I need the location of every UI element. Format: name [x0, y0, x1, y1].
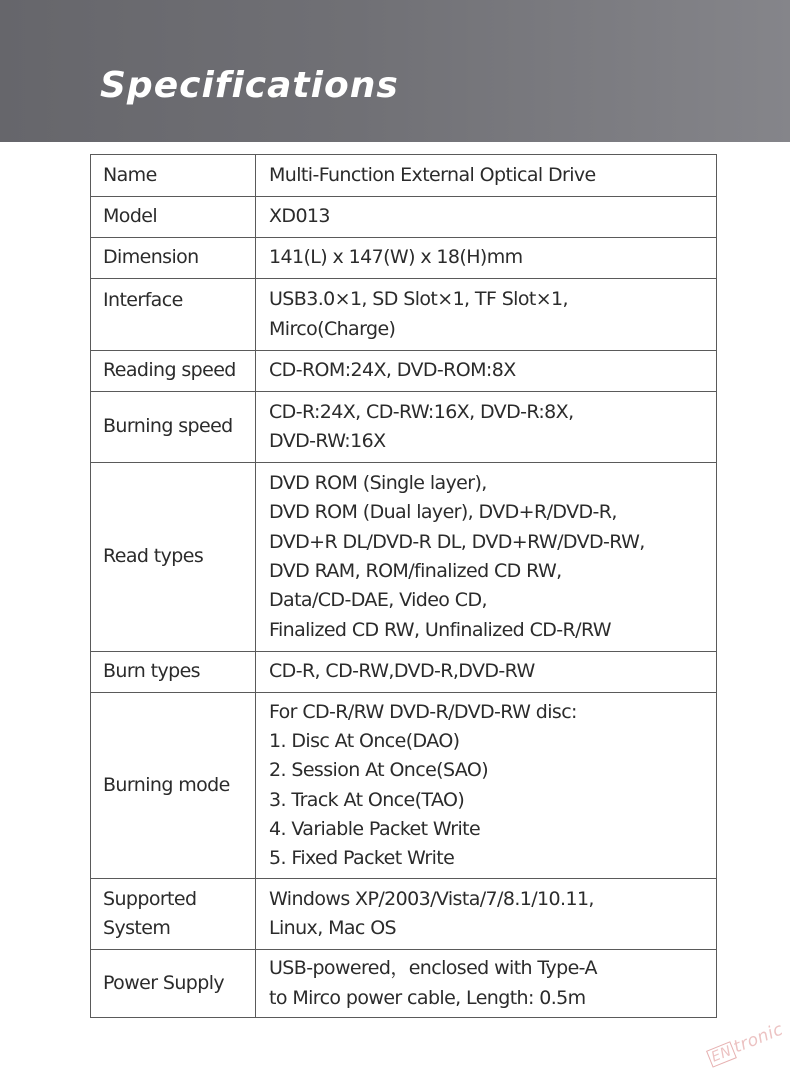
spec-value-line: 4. Variable Packet Write: [269, 817, 481, 840]
spec-row-name: [91, 155, 717, 197]
spec-value-line: CD-R:24X, CD-RW:16X, DVD-R:8X,: [269, 400, 574, 423]
spec-key-line: Model: [103, 205, 158, 228]
spec-value: [256, 950, 717, 1018]
spec-key-line: Burn types: [103, 660, 200, 683]
spec-key: [91, 197, 256, 238]
spec-row-model: [91, 197, 717, 238]
spec-key: [91, 351, 256, 392]
spec-value: [256, 238, 717, 279]
spec-key: [91, 693, 256, 879]
spec-value: [256, 463, 717, 652]
spec-key-line: Burning speed: [103, 415, 233, 438]
spec-value-line: 141(L) x 147(W) x 18(H)mm: [269, 246, 523, 269]
spec-value: [256, 155, 717, 197]
spec-key-line: Interface: [103, 289, 183, 311]
spec-key: [91, 463, 256, 652]
spec-row-power-supply: [91, 950, 717, 1018]
spec-value-line: 1. Disc At Once(DAO): [269, 729, 460, 752]
specifications-table: [90, 154, 717, 1018]
spec-key: [91, 238, 256, 279]
spec-value-line: Finalized CD RW, Unfinalized CD-R/RW: [269, 618, 611, 641]
spec-value-line: For CD-R/RW DVD-R/DVD-RW disc:: [269, 700, 577, 723]
spec-value-line: CD-ROM:24X, DVD-ROM:8X: [269, 359, 516, 382]
page-title: Specifications: [100, 65, 399, 106]
spec-value-line: USB3.0×1, SD Slot×1, TF Slot×1,: [269, 288, 568, 311]
spec-row-reading-speed: [91, 351, 717, 392]
spec-value-line: Data/CD-DAE, Video CD,: [269, 589, 487, 612]
spec-key-line: Power Supply: [103, 971, 225, 994]
spec-key: [91, 155, 256, 197]
spec-value: [256, 279, 717, 351]
spec-value-line: DVD-RW:16X: [269, 430, 386, 452]
spec-value-line: DVD ROM (Dual layer), DVD+R/DVD-R,: [269, 501, 617, 524]
spec-row-burning-mode: [91, 693, 717, 879]
spec-key-line: Read types: [103, 545, 204, 568]
spec-value-line: DVD RAM, ROM/finalized CD RW,: [269, 560, 562, 582]
spec-value: [256, 197, 717, 238]
spec-value: [256, 652, 717, 693]
spec-key: [91, 279, 256, 351]
spec-value-line: Windows XP/2003/Vista/7/8.1/10.11,: [269, 887, 594, 910]
spec-row-burn-types: [91, 652, 717, 693]
spec-value-line: 3. Track At Once(TAO): [269, 788, 465, 811]
spec-row-read-types: [91, 463, 717, 652]
spec-key-line: Reading speed: [103, 359, 236, 382]
spec-value: [256, 351, 717, 392]
header-banner: [0, 0, 790, 142]
spec-key: [91, 652, 256, 693]
watermark-text: tronic: [730, 1019, 786, 1058]
spec-key: [91, 950, 256, 1018]
spec-value-line: DVD ROM (Single layer),: [269, 472, 487, 495]
spec-value-line: to Mirco power cable, Length: 0.5m: [269, 986, 586, 1009]
watermark-logo-mark: EN: [706, 1041, 737, 1068]
spec-key-line: Burning mode: [103, 773, 230, 796]
spec-key: [91, 392, 256, 463]
spec-value-line: 5. Fixed Packet Write: [269, 847, 455, 870]
spec-value: [256, 879, 717, 950]
spec-value-line: DVD+R DL/DVD-R DL, DVD+RW/DVD-RW,: [269, 530, 645, 553]
spec-value-line: Multi-Function External Optical Drive: [269, 163, 596, 186]
spec-value-line: CD-R, CD-RW,DVD-R,DVD-RW: [269, 660, 535, 683]
spec-row-interface: [91, 279, 717, 351]
spec-value-line: USB-powered，enclosed with Type-A: [269, 957, 597, 980]
spec-value-line: 2. Session At Once(SAO): [269, 759, 489, 782]
spec-value-line: XD013: [269, 205, 330, 228]
spec-key-line: Dimension: [103, 246, 199, 269]
spec-value-line: Linux, Mac OS: [269, 917, 397, 939]
spec-key-line: Name: [103, 163, 157, 186]
spec-key-line: System: [103, 917, 171, 939]
spec-value: [256, 392, 717, 463]
spec-value-line: Mirco(Charge): [269, 317, 396, 340]
spec-row-supported-system: [91, 879, 717, 950]
spec-row-burning-speed: [91, 392, 717, 463]
spec-key: [91, 879, 256, 950]
spec-row-dimension: [91, 238, 717, 279]
brand-watermark: [705, 1019, 786, 1067]
spec-key-line: Supported: [103, 887, 197, 910]
spec-value: [256, 693, 717, 879]
